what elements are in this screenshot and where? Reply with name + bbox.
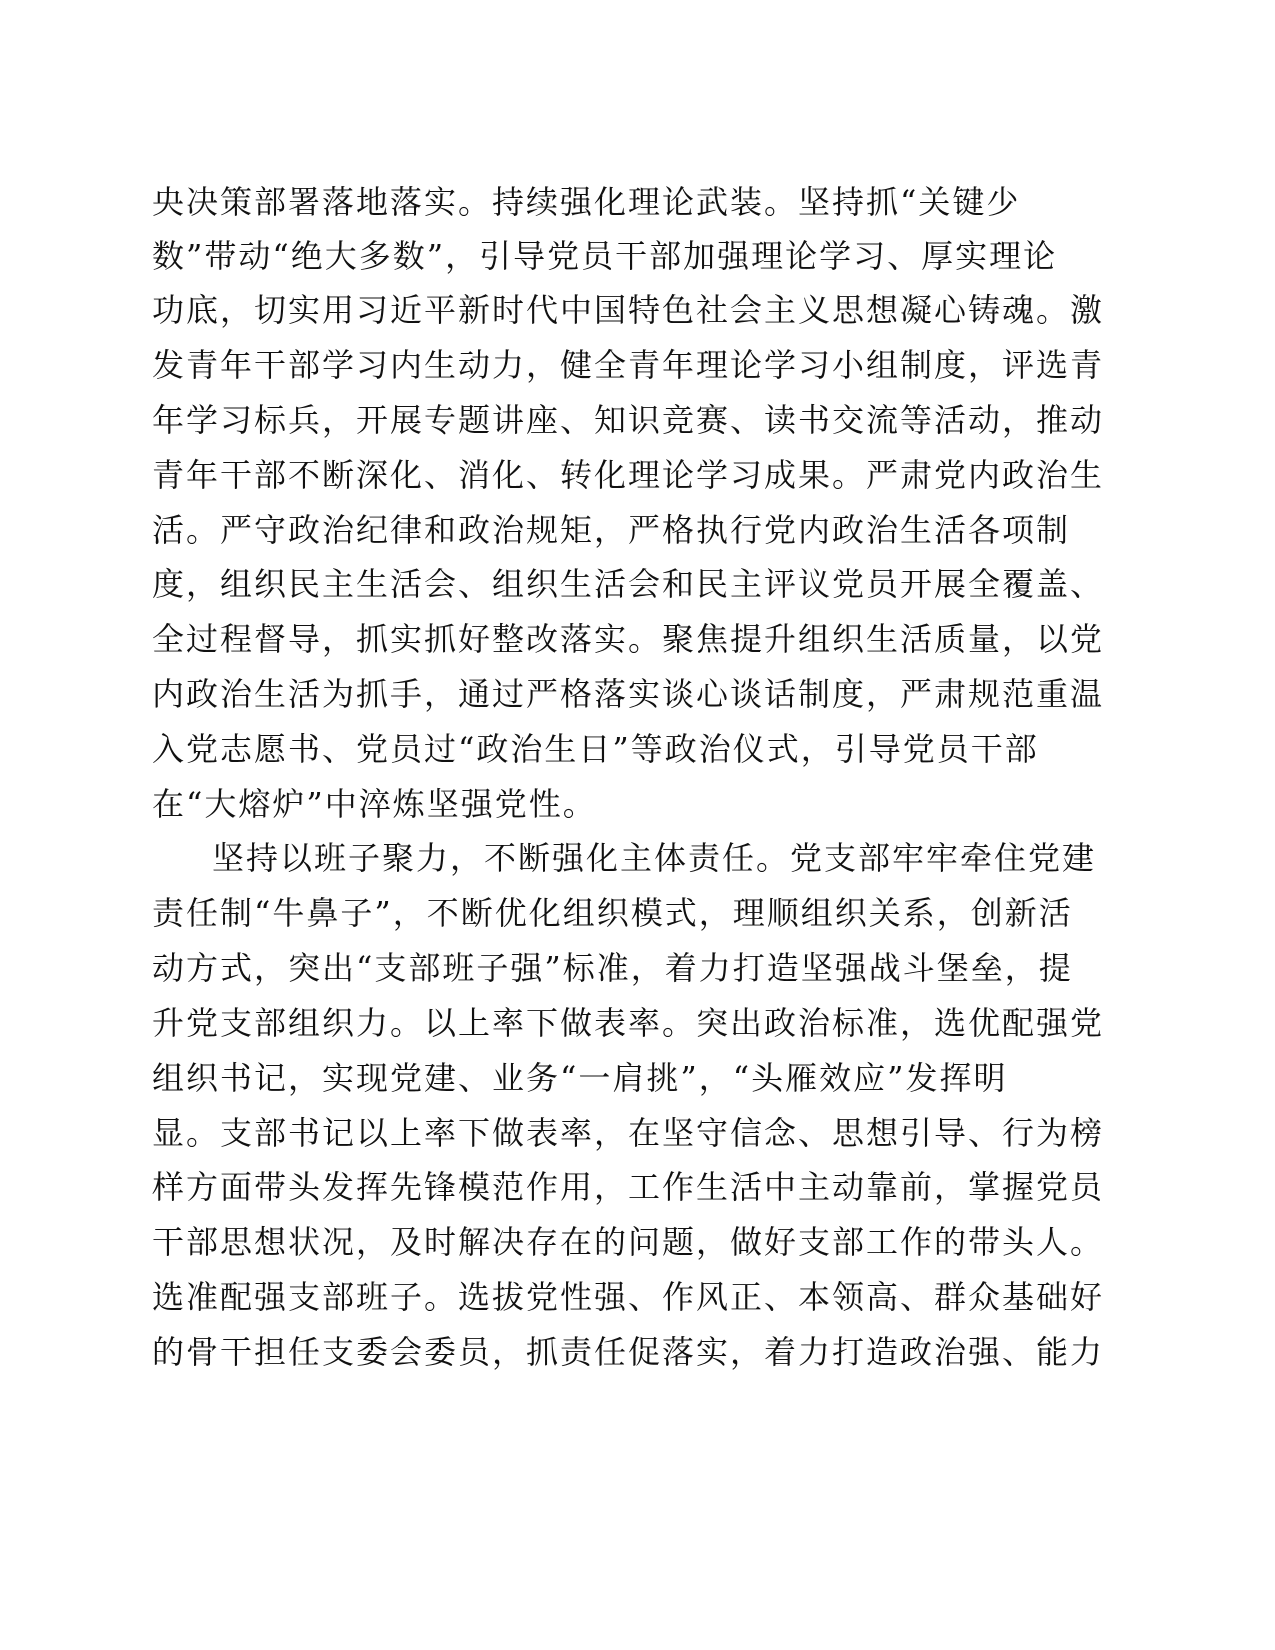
text-line: 央决策部署落地落实。持续强化理论武装。坚持抓“关键少 [152,183,1021,221]
text-line: 责任制“牛鼻子”，不断优化组织模式，理顺组织关系，创新活 [152,894,1073,932]
text-line: 活。严守政治纪律和政治规矩，严格执行党内政治生活各项制 [152,511,1071,549]
text-line: 功底，切实用习近平新时代中国特色社会主义思想凝心铸魂。激 [152,291,1105,329]
text-line: 动方式，突出“支部班子强”标准，着力打造坚强战斗堡垒，提 [152,949,1073,987]
text-line: 在“大熔炉”中淬炼坚强党性。 [152,785,597,823]
text-line: 的骨干担任支委会委员，抓责任促落实，着力打造政治强、能力 [152,1333,1105,1371]
text-line: 样方面带头发挥先锋模范作用，工作生活中主动靠前，掌握党员 [152,1168,1105,1206]
text-line: 青年干部不断深化、消化、转化理论学习成果。严肃党内政治生 [152,456,1105,494]
text-line: 入党志愿书、党员过“政治生日”等政治仪式，引导党员干部 [152,730,1039,768]
text-line: 度，组织民主生活会、组织生活会和民主评议党员开展全覆盖、 [152,565,1105,603]
text-line: 显。支部书记以上率下做表率，在坚守信念、思想引导、行为榜 [152,1114,1105,1152]
text-line: 年学习标兵，开展专题讲座、知识竞赛、读书交流等活动，推动 [152,401,1105,439]
text-line: 选准配强支部班子。选拔党性强、作风正、本领高、群众基础好 [152,1278,1105,1316]
text-line: 数”带动“绝大多数”，引导党员干部加强理论学习、厚实理论 [152,237,1058,275]
text-line: 发青年干部学习内生动力，健全青年理论学习小组制度，评选青 [152,346,1105,384]
text-line: 升党支部组织力。以上率下做表率。突出政治标准，选优配强党 [152,1004,1105,1042]
text-line: 组织书记，实现党建、业务“一肩挑”，“头雁效应”发挥明 [152,1059,1008,1097]
paragraph-first-line: 坚持以班子聚力，不断强化主体责任。党支部牢牢牵住党建 [212,839,1097,877]
text-line: 内政治生活为抓手，通过严格落实谈心谈话制度，严肃规范重温 [152,675,1105,713]
text-line: 干部思想状况，及时解决存在的问题，做好支部工作的带头人。 [152,1223,1105,1261]
text-line: 全过程督导，抓实抓好整改落实。聚焦提升组织生活质量，以党 [152,620,1105,658]
